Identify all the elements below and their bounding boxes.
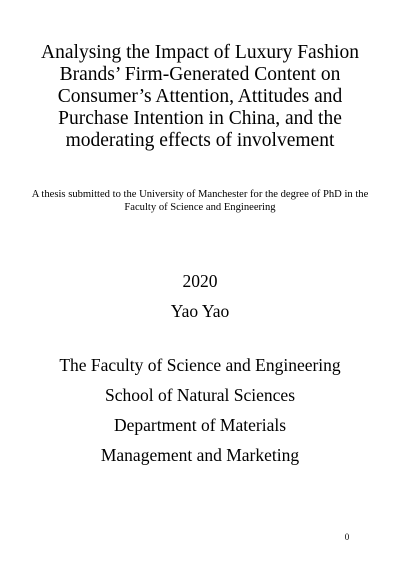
author-name: Yao Yao bbox=[170, 301, 230, 321]
affiliation-block bbox=[0, 350, 400, 470]
affiliation-school: School of Natural Sciences bbox=[104, 385, 295, 405]
affiliation-department-continued: Management and Marketing bbox=[100, 445, 300, 465]
affiliation-department: Department of Materials bbox=[113, 415, 287, 435]
submission-statement-line: Faculty of Science and Engineering bbox=[124, 202, 276, 213]
page-number: 0 bbox=[344, 532, 350, 542]
thesis-title-line: Brands’ Firm-Generated Content on bbox=[59, 64, 341, 85]
submission-year: 2020 bbox=[182, 271, 218, 291]
thesis-title-line: Purchase Intention in China, and the bbox=[58, 108, 342, 129]
submission-statement-line: A thesis submitted to the University of Manchester for the degree of PhD in the bbox=[31, 189, 369, 200]
thesis-title-line: Analysing the Impact of Luxury Fashion bbox=[41, 42, 359, 63]
affiliation-faculty: The Faculty of Science and Engineering bbox=[59, 355, 341, 375]
thesis-title-line: moderating effects of involvement bbox=[65, 130, 335, 151]
thesis-title bbox=[30, 42, 370, 152]
thesis-title-line: Consumer’s Attention, Attitudes and bbox=[57, 86, 343, 107]
submission-statement bbox=[20, 188, 380, 214]
